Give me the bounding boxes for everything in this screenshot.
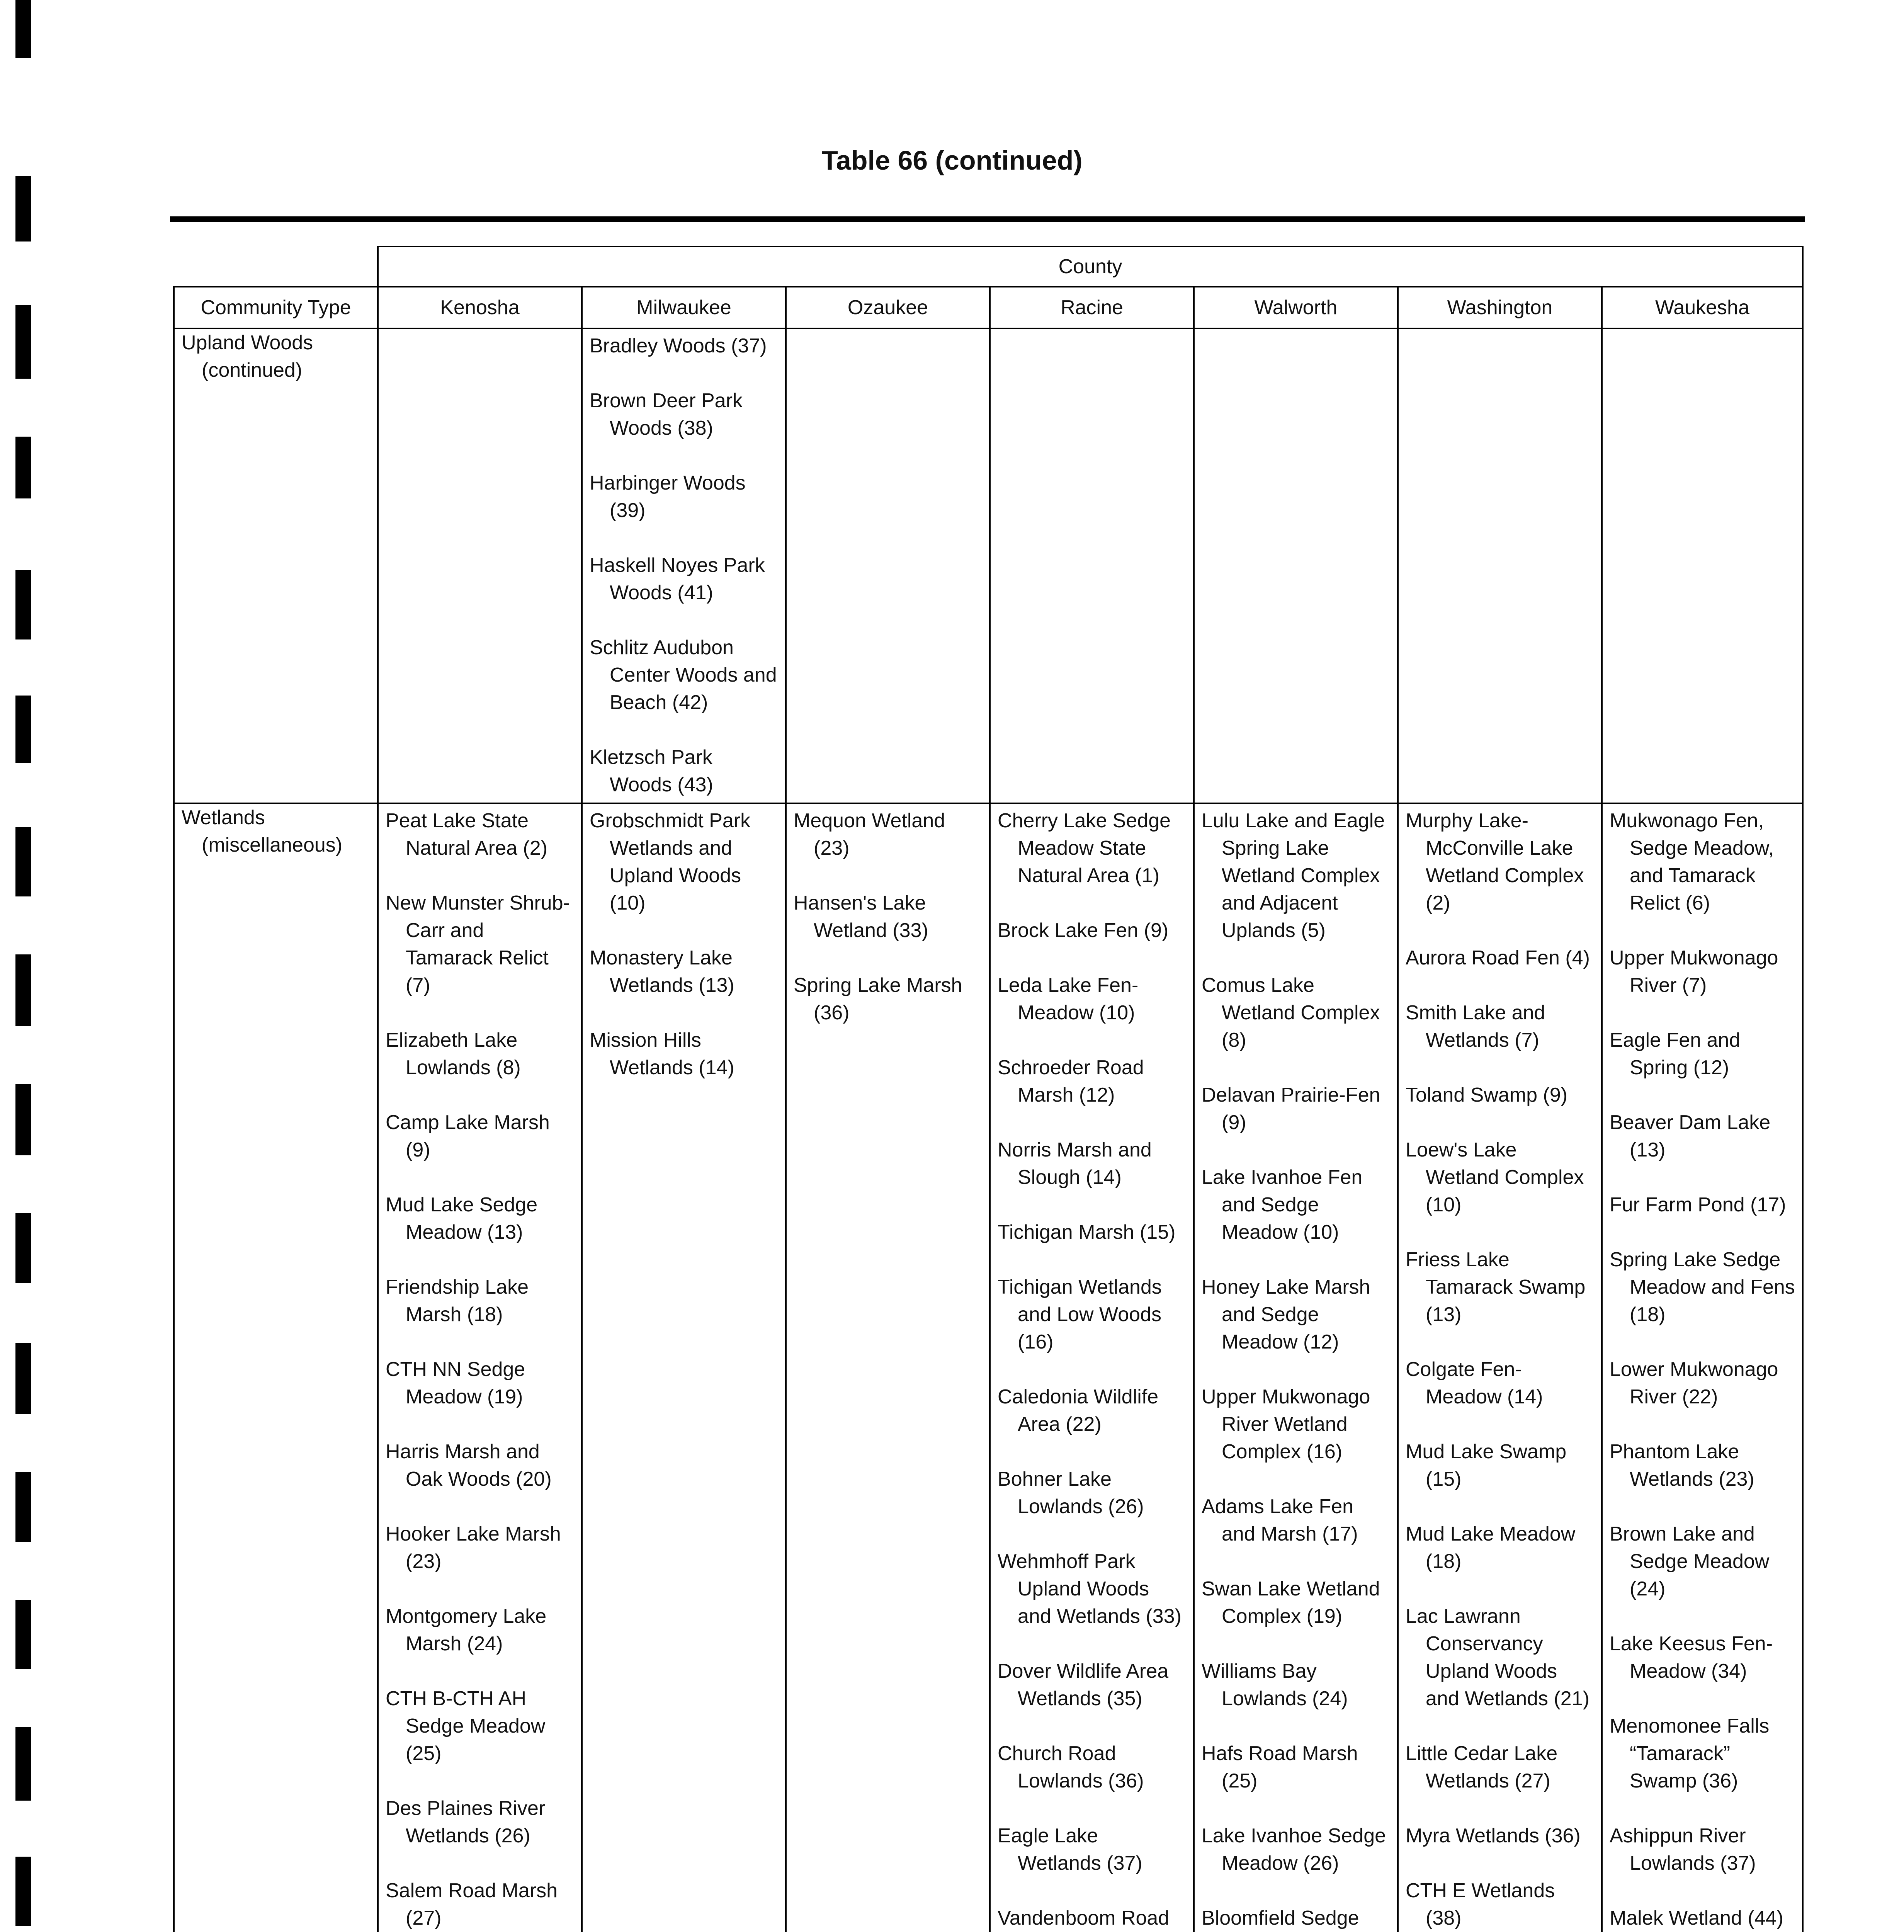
community-type-header: Community Type: [174, 287, 378, 328]
site-entry: Bloomfield Sedge: [1202, 1907, 1359, 1929]
site-entry: Eagle Fen and Spring (12): [1610, 1029, 1741, 1079]
site-entry: Mud Lake Sedge Meadow (13): [386, 1194, 538, 1243]
site-entry: Delavan Prairie-Fen (9): [1202, 1084, 1380, 1134]
binding-mark: [15, 1472, 31, 1542]
county-cell-walworth: [1194, 328, 1398, 803]
binding-mark: [15, 1343, 31, 1414]
county-cell-kenosha: [378, 803, 582, 1932]
site-entry: Wehmhoff Park Upland Woods and Wetlands (33): [998, 1550, 1182, 1628]
county-cell-ozaukee: [786, 803, 990, 1932]
county-column-header: Kenosha: [378, 287, 582, 328]
county-cell-waukesha: [1602, 328, 1803, 803]
county-cell-walworth: [1194, 803, 1398, 1932]
site-entry: Brown Deer Park Woods (38): [590, 389, 743, 439]
site-entry: CTH NN Sedge Meadow (19): [386, 1358, 525, 1408]
site-entry: Brock Lake Fen (9): [998, 919, 1169, 942]
site-entry: Salem Road Marsh (27): [386, 1879, 558, 1929]
site-entry: Schroeder Road Marsh (12): [998, 1056, 1144, 1106]
site-entry: Friendship Lake Marsh (18): [386, 1276, 529, 1326]
county-column-header: Racine: [990, 287, 1194, 328]
site-entry: Comus Lake Wetland Complex (8): [1202, 974, 1380, 1051]
table-row: [174, 328, 1803, 803]
county-cell-ozaukee: [786, 328, 990, 803]
site-entry: Malek Wetland (44): [1610, 1907, 1783, 1929]
site-entry: Camp Lake Marsh (9): [386, 1111, 550, 1161]
county-cell-racine: [990, 328, 1194, 803]
site-entry: Harbinger Woods (39): [590, 472, 746, 522]
binding-mark: [15, 827, 31, 896]
county-cell-racine: [990, 803, 1194, 1932]
site-entry: Colgate Fen-Meadow (14): [1406, 1358, 1543, 1408]
binding-mark: [15, 1213, 31, 1283]
county-cell-waukesha: [1602, 803, 1803, 1932]
site-entry: Toland Swamp (9): [1406, 1084, 1568, 1106]
binding-mark: [15, 1084, 31, 1155]
county-cell-washington: [1398, 328, 1602, 803]
site-entry: Tichigan Wetlands and Low Woods (16): [998, 1276, 1162, 1353]
table-body: [174, 328, 1803, 1932]
site-entry: Brown Lake and Sedge Meadow (24): [1610, 1523, 1770, 1600]
site-entry: Fur Farm Pond (17): [1610, 1194, 1786, 1216]
site-entry: Hooker Lake Marsh (23): [386, 1523, 561, 1573]
community-table: [173, 246, 1804, 1932]
site-entry: Murphy Lake-McConville Lake Wetland Complex (2): [1406, 810, 1584, 914]
site-entry: CTH E Wetlands (38): [1406, 1879, 1555, 1929]
site-entry: Leda Lake Fen-Meadow (10): [998, 974, 1139, 1024]
site-entry: CTH B-CTH AH Sedge Meadow (25): [386, 1687, 546, 1765]
site-entry: Norris Marsh and Slough (14): [998, 1139, 1152, 1189]
site-entry: Mission Hills Wetlands (14): [590, 1029, 734, 1079]
binding-mark: [15, 305, 31, 379]
county-column-header: Milwaukee: [582, 287, 786, 328]
site-entry: Montgomery Lake Marsh (24): [386, 1605, 547, 1655]
community-type-label: Upland Woods: [182, 332, 313, 354]
header-blank: [174, 247, 378, 287]
site-entry: Little Cedar Lake Wetlands (27): [1406, 1742, 1558, 1792]
site-entry: Mequon Wetland (23): [794, 810, 945, 859]
site-entry: Phantom Lake Wetlands (23): [1610, 1440, 1754, 1490]
site-entry: Des Plaines River Wetlands (26): [386, 1797, 546, 1847]
site-entry: Menomonee Falls “Tamarack” Swamp (36): [1610, 1715, 1770, 1792]
community-type-cell: [174, 328, 378, 803]
site-entry: Lulu Lake and Eagle Spring Lake Wetland Complex and Adjacent Uplands (5): [1202, 810, 1385, 942]
site-entry: Upper Mukwonago River Wetland Complex (16): [1202, 1386, 1370, 1463]
binding-mark: [15, 176, 31, 242]
site-entry: Kletzsch Park Woods (43): [590, 746, 713, 796]
site-entry: Beaver Dam Lake (13): [1610, 1111, 1771, 1161]
site-entry: Cherry Lake Sedge Meadow State Natural Area (1): [998, 810, 1171, 887]
binding-mark: [15, 1727, 31, 1801]
site-entry: Mukwonago Fen, Sedge Meadow, and Tamarack Relict (6): [1610, 810, 1774, 914]
binding-mark: [15, 1600, 31, 1669]
site-entry: Church Road Lowlands (36): [998, 1742, 1144, 1792]
site-entry: Spring Lake Sedge Meadow and Fens (18): [1610, 1248, 1795, 1326]
site-entry: Myra Wetlands (36): [1406, 1825, 1581, 1847]
site-entry: Lake Keesus Fen-Meadow (34): [1610, 1633, 1773, 1682]
site-entry: Friess Lake Tamarack Swamp (13): [1406, 1248, 1586, 1326]
site-entry: New Munster Shrub-Carr and Tamarack Relict (7): [386, 892, 570, 997]
site-entry: Lower Mukwonago River (22): [1610, 1358, 1778, 1408]
community-type-cell: [174, 803, 378, 1932]
site-entry: Hansen's Lake Wetland (33): [794, 892, 928, 942]
community-type-label: (miscellaneous): [202, 834, 343, 856]
site-entry: Bradley Woods (37): [590, 335, 767, 357]
site-entry: Spring Lake Marsh (36): [794, 974, 962, 1024]
site-entry: Schlitz Audubon Center Woods and Beach (42): [590, 636, 777, 714]
site-entry: Eagle Lake Wetlands (37): [998, 1825, 1142, 1874]
site-entry: Grobschmidt Park Wetlands and Upland Woods (10): [590, 810, 751, 914]
site-entry: Smith Lake and Wetlands (7): [1406, 1002, 1545, 1051]
county-cell-washington: [1398, 803, 1602, 1932]
site-entry: Elizabeth Lake Lowlands (8): [386, 1029, 521, 1079]
site-entry: Lake Ivanhoe Fen and Sedge Meadow (10): [1202, 1166, 1363, 1243]
community-type-label: Wetlands: [182, 806, 265, 829]
county-cell-kenosha: [378, 328, 582, 803]
site-entry: Caledonia Wildlife Area (22): [998, 1386, 1159, 1435]
site-entry: Mud Lake Swamp (15): [1406, 1440, 1567, 1490]
site-entry: Aurora Road Fen (4): [1406, 947, 1590, 969]
site-entry: Lac Lawrann Conservancy Upland Woods and Wetlands (21): [1406, 1605, 1590, 1710]
site-entry: Vandenboom Road: [998, 1907, 1170, 1929]
site-entry: Bohner Lake Lowlands (26): [998, 1468, 1144, 1518]
county-column-header: Waukesha: [1602, 287, 1803, 328]
site-entry: Dover Wildlife Area Wetlands (35): [998, 1660, 1169, 1710]
site-entry: Monastery Lake Wetlands (13): [590, 947, 734, 997]
column-header-row: [174, 287, 1803, 328]
site-entry: Loew's Lake Wetland Complex (10): [1406, 1139, 1584, 1216]
site-entry: Haskell Noyes Park Woods (41): [590, 554, 765, 604]
site-entry: Mud Lake Meadow (18): [1406, 1523, 1576, 1573]
site-entry: Upper Mukwonago River (7): [1610, 947, 1778, 997]
site-entry: Hafs Road Marsh (25): [1202, 1742, 1358, 1792]
county-cell-milwaukee: [582, 328, 786, 803]
site-entry: Swan Lake Wetland Complex (19): [1202, 1578, 1380, 1628]
title-rule: [170, 216, 1805, 222]
county-column-header: Walworth: [1194, 287, 1398, 328]
county-cell-milwaukee: [582, 803, 786, 1932]
county-header: County: [378, 247, 1803, 287]
binding-mark: [15, 0, 31, 58]
site-entry: Ashippun River Lowlands (37): [1610, 1825, 1756, 1874]
page-title: Table 66 (continued): [821, 145, 1083, 175]
site-entry: Harris Marsh and Oak Woods (20): [386, 1440, 552, 1490]
site-entry: Adams Lake Fen and Marsh (17): [1202, 1495, 1358, 1545]
binding-mark: [15, 570, 31, 639]
county-column-header: Ozaukee: [786, 287, 990, 328]
binding-mark: [15, 1857, 31, 1926]
site-entry: Honey Lake Marsh and Sedge Meadow (12): [1202, 1276, 1370, 1353]
binding-mark: [15, 954, 31, 1026]
county-column-header: Washington: [1398, 287, 1602, 328]
table-row: [174, 803, 1803, 1932]
site-entry: Peat Lake State Natural Area (2): [386, 810, 548, 859]
binding-mark: [15, 437, 31, 498]
binding-mark: [15, 696, 31, 763]
site-entry: Williams Bay Lowlands (24): [1202, 1660, 1348, 1710]
community-type-label: (continued): [202, 359, 303, 381]
site-entry: Tichigan Marsh (15): [998, 1221, 1176, 1243]
site-entry: Lake Ivanhoe Sedge Meadow (26): [1202, 1825, 1386, 1874]
